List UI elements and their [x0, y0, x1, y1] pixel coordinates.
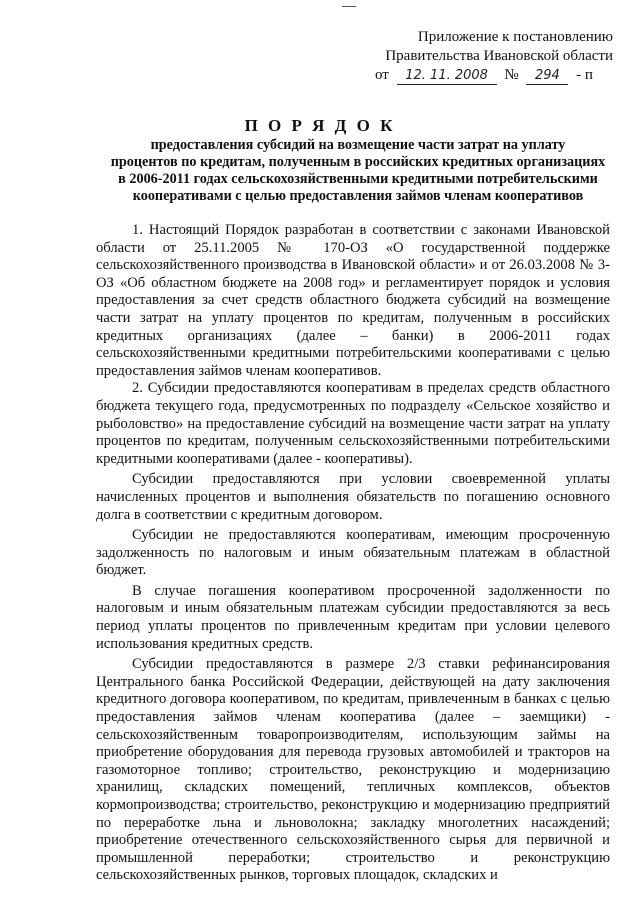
date-number-row: [375, 66, 625, 85]
subtitle-line: в 2006-2011 годах сельскохозяйственными кредитными потребительскими: [118, 171, 598, 187]
paragraph-4: Субсидии не предоставляются кооперативам, имеющим просроченную задолженность по налоговым и иным обязательным платежам в областной бюджет.: [96, 527, 610, 579]
handwritten-date: 12. 11. 2008: [397, 68, 497, 85]
document-title: П О Р Я Д О К: [244, 116, 396, 135]
paragraph-6: Субсидии предоставляются в размере 2/3 ставки рефинансирования Центрального банка Российской Федерации, действующей на дату заключения кредитного договора кооперативом, по кредитам, привлеченным в банках с целью предоставления займов членам кооператива (далее – заемщики) - сельскохозяйственным товаропроизводителям, использующим займы на приобретение оборудования для перевода грузовых автомобилей и тракторов на газомоторное топливо; строительство, реконструкцию и модернизацию хранилищ, складских помещений, тепличных комплексов, объектов кормопроизводства; строительство, реконструкцию и модернизацию предприятий по переработке льна и льноволокна; закладку многолетних насаждений; приобретение отечественного сельскохозяйственного сырья для первичной и промышленной переработки; строительство и реконструкцию сельскохозяйственных рынков, торговых площадок, складских и: [96, 656, 610, 884]
handwritten-number: 294: [526, 68, 568, 85]
paragraph-3: Субсидии предоставляются при условии своевременной уплаты начисленных процентов и выполнения обязательств по погашению основного долга в соответствии с кредитным договором.: [96, 471, 610, 523]
subtitle-line: процентов по кредитам, полученным в российских кредитных организациях: [110, 154, 606, 170]
paragraph-5: В случае погашения кооперативом просроченной задолженности по налоговым и иным обязательным платежам субсидии предоставляются за весь период уплаты процентов по привлеченным кредитам при условии целевого использования кредитных средств.: [96, 582, 610, 652]
paragraph-2: 2. Субсидии предоставляются кооперативам в пределах средств областного бюджета текущего года, предусмотренных по подразделу «Сельское хозяйство и рыболовство» на предоставление субсидий на возмещение части затрат на уплату процентов по кредитам, полученным сельскохозяйственными потребительскими кредитными кооперативами (далее - кооперативы).: [96, 380, 610, 467]
document-body: [96, 222, 610, 885]
number-suffix: - п: [576, 67, 593, 83]
subtitle-line: предоставления субсидий на возмещение части затрат на уплату: [150, 137, 566, 153]
paragraph-1: 1. Настоящий Порядок разработан в соответствии с законами Ивановской области от 25.11.2005 № 170-ОЗ «О государственной поддержке сельскохозяйственного производства в Ивановской области» и от 26.03.2008 № 3-ОЗ «Об областном бюджете на 2008 год» и регламентирует порядок и условия предоставления за счет средств областного бюджета субсидий на возмещение части затрат на уплату процентов по кредитам, полученным в российских кредитных организациях (далее – банки) в 2006-2011 годах сельскохозяйственными кредитными потребительскими кооперативами с целью предоставления займов членам кооперативов.: [96, 222, 610, 379]
number-label: №: [504, 67, 519, 83]
appendix-block: [375, 28, 625, 85]
appendix-line-1: Приложение к постановлению: [417, 29, 613, 45]
subtitle-line: кооперативами с целью предоставления займов членам кооперативов: [132, 188, 584, 204]
appendix-line-2: Правительства Ивановской области: [385, 48, 613, 64]
date-prefix: от: [375, 67, 389, 83]
document-subtitle: [108, 137, 608, 205]
top-mark: [342, 6, 356, 7]
